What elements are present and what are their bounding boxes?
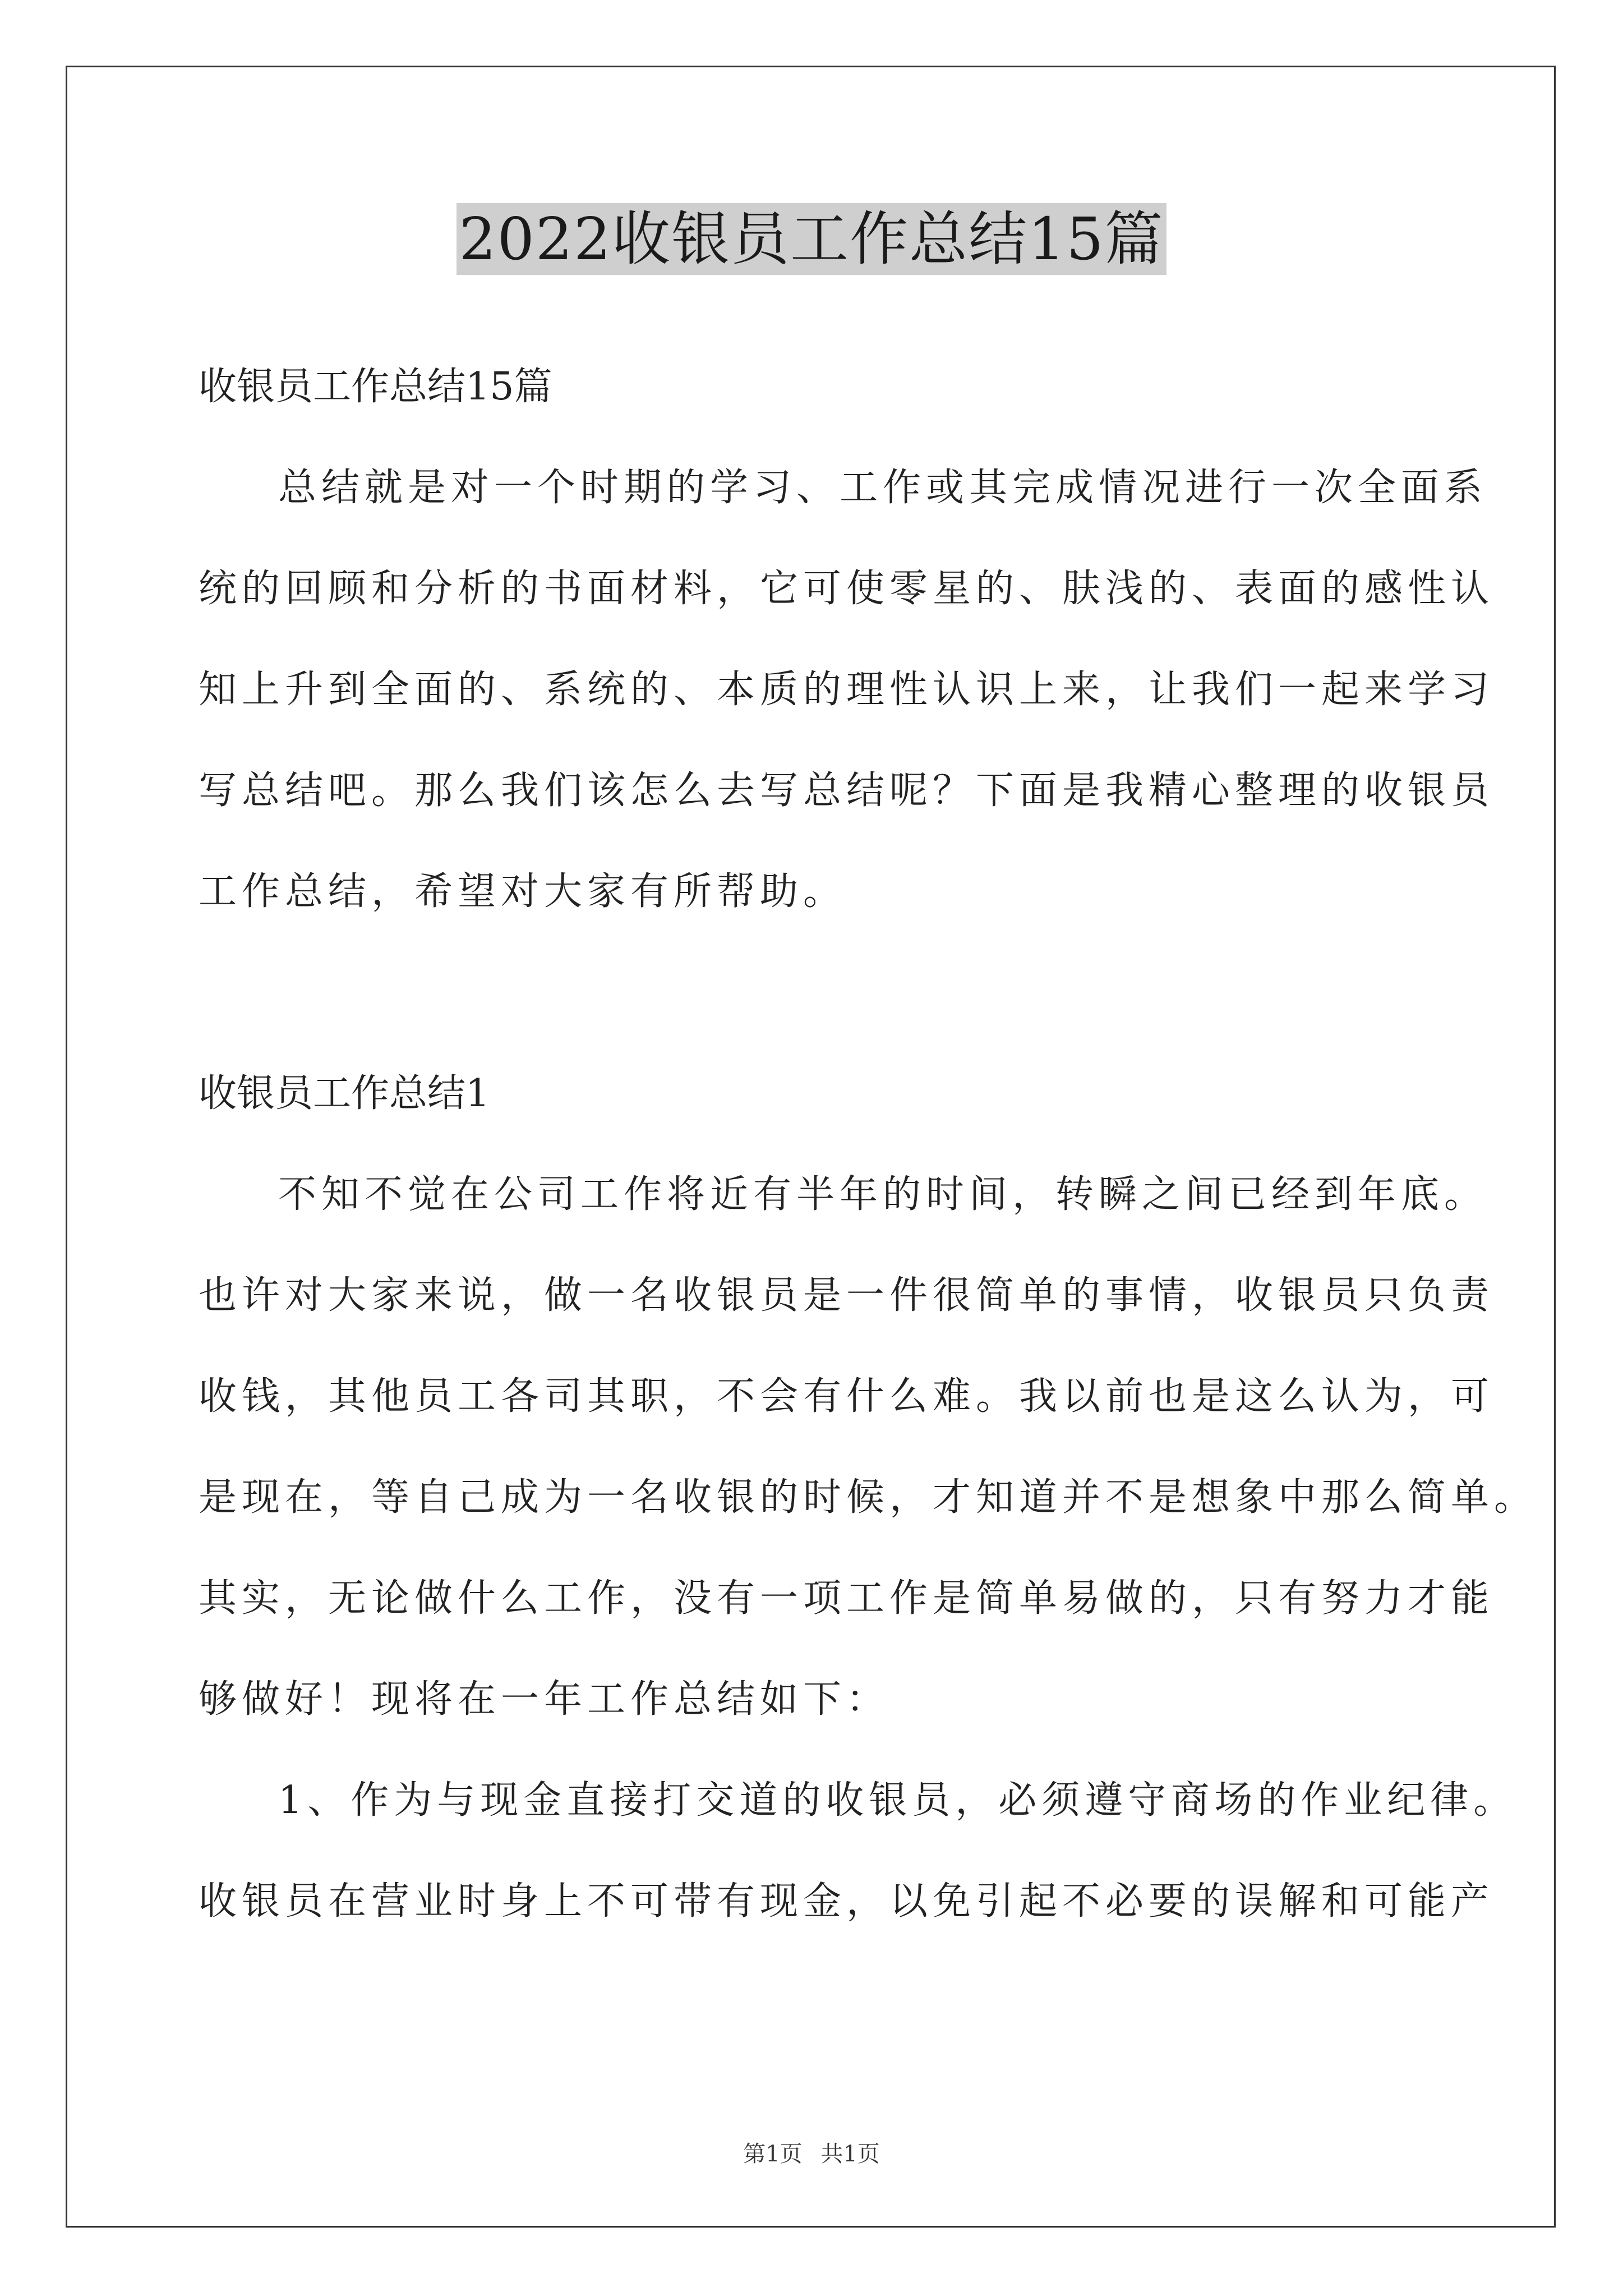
intro-paragraph — [199, 438, 1495, 942]
title-container — [0, 203, 1623, 275]
page-number-current: 第1页 — [743, 2141, 803, 2167]
section-line: 收钱，其他员工各司其职，不会有什么难。我以前也是这么认为，可 — [199, 1374, 1495, 1419]
section-line: 不知不觉在公司工作将近有半年的时间，转瞬之间已经到年底。 — [278, 1172, 1488, 1217]
intro-line: 写总结吧。那么我们该怎么去写总结呢？下面是我精心整理的收银员 — [199, 769, 1495, 813]
intro-line: 知上升到全面的、系统的、本质的理性认识上来，让我们一起来学习 — [199, 668, 1495, 712]
point-line: 1、作为与现金直接打交道的收银员，必须遵守商场的作业纪律。 — [278, 1778, 1517, 1823]
intro-line: 工作总结，希望对大家有所帮助。 — [199, 869, 847, 914]
section-line: 也许对大家来说，做一名收银员是一件很简单的事情，收银员只负责 — [199, 1273, 1495, 1318]
point-paragraph — [199, 1750, 1517, 1952]
section-line: 是现在，等自己成为一名收银的时候，才知道并不是想象中那么简单。 — [199, 1475, 1538, 1520]
intro-line: 统的回顾和分析的书面材料，它可使零星的、肤浅的、表面的感性认 — [199, 567, 1495, 611]
section-heading: 收银员工作总结1 — [199, 1071, 490, 1116]
document-title: 2022收银员工作总结15篇 — [457, 203, 1166, 275]
page-number-total: 共1页 — [820, 2141, 880, 2167]
intro-line: 总结就是对一个时期的学习、工作或其完成情况进行一次全面系 — [278, 466, 1488, 510]
page-footer — [0, 2136, 1623, 2168]
document-subtitle: 收银员工作总结15篇 — [199, 365, 552, 409]
section-line: 其实，无论做什么工作，没有一项工作是简单易做的，只有努力才能 — [199, 1576, 1495, 1621]
section-line: 够做好！现将在一年工作总结如下： — [199, 1677, 890, 1722]
document-body — [199, 337, 1538, 1952]
paragraph-gap — [199, 942, 1427, 1043]
point-line: 收银员在营业时身上不可带有现金，以免引起不必要的误解和可能产 — [199, 1879, 1495, 1924]
section-paragraph — [199, 1144, 1538, 1750]
